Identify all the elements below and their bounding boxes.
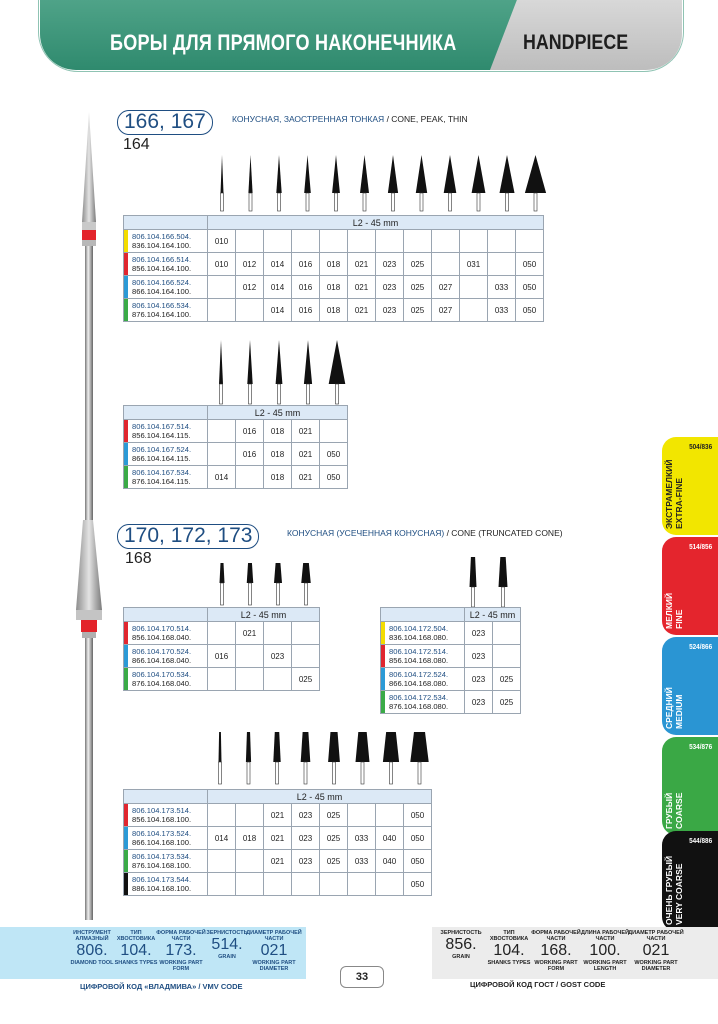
table-172-header: L2 - 45 mm (465, 608, 521, 622)
bur-tip-icon (304, 155, 311, 211)
table-170: L2 - 45 mm 806.104.170.514. 856.104.168.040. 021 806.104.170.524. 866.104.168.040. 016 023 806.104.170.534. 876.104.168.040. 025 (123, 607, 320, 691)
code-part: ЗЕРНИСТОСТЬ 856. GRAIN (440, 930, 482, 960)
bur-tip-icon (388, 155, 398, 211)
code-part: ТИП ХВОСТОВИКА 104. SHANKS TYPES (487, 930, 531, 966)
code-cell: 806.104.172.504. 836.104.168.080. (381, 622, 465, 645)
table-166: L2 - 45 mm 806.104.166.504. 836.104.164.100. 010 806.104.166.514. 856.104.164.100. 010 012 014 016 018 021 023 025 031 050 806.104.166.524. 866.104.164.100. 012 014 016 018 021 023 025 027 033 050 806.104.166.534. 876.104.164.100. 014 016 018 021 023 025 027 033 050 (123, 215, 544, 322)
section2-number: 170, 172, 173 (117, 524, 259, 549)
code-cell: 806.104.170.534. 876.104.168.040. (124, 668, 208, 691)
bur-tip-icon (274, 563, 282, 605)
bur-tip-icon (220, 563, 225, 605)
header-title-ru: БОРЫ ДЛЯ ПРЯМОГО НАКОНЕЧНИКА (110, 30, 457, 55)
code-cell: 806.104.173.534. 876.104.168.100. (124, 850, 208, 873)
section2-description (287, 528, 563, 538)
bur-tip-icon (444, 155, 457, 211)
bur-tip-icon (332, 155, 340, 211)
code-cell: 806.104.173.514. 856.104.168.100. (124, 804, 208, 827)
bur-tip-icon (470, 557, 477, 607)
bur-tip-icon (328, 732, 340, 784)
bur-tip-icon (301, 563, 311, 605)
code-part: ДИАМЕТР РАБОЧЕЙ ЧАСТИ 021 WORKING PART DIAMETER (246, 930, 302, 972)
code-cell: 806.104.166.524. 866.104.164.100. (124, 276, 208, 299)
code-part: ИНСТРУМЕНТ АЛМАЗНЫЙ 806. DIAMOND TOOL (70, 930, 114, 966)
bur-tip-icon (329, 340, 346, 404)
bur-tip-icon (304, 340, 312, 404)
grit-tab-coarse[interactable]: 534/876 ГРУБЫЙ COARSE (662, 737, 718, 835)
bur-tip-icon (276, 155, 281, 211)
code-cell: 806.104.170.514. 856.104.168.040. (124, 622, 208, 645)
grit-tab-very-coarse[interactable]: 544/886 ОЧЕНЬ ГРУБЫЙ VERY COARSE (662, 831, 718, 931)
bur-tip-icon (500, 155, 515, 211)
code-part: ЗЕРНИСТОСТЬ 514. GRAIN (206, 930, 248, 960)
code-cell: 806.104.172.534. 876.104.168.080. (381, 691, 465, 714)
grit-tab-medium[interactable]: 524/866 СРЕДНИЙ MEDIUM (662, 637, 718, 735)
tips-row-166 (210, 155, 555, 220)
bur-tip-icon (360, 155, 369, 211)
code-part: ДЛИНА РАБОЧЕЙ ЧАСТИ 100. WORKING PART LENGTH (580, 930, 630, 972)
table-172: L2 - 45 mm 806.104.172.504. 836.104.168.080. 023 806.104.172.514. 856.104.168.080. 023 806.104.172.524. 866.104.168.080. 023 025 806.104.172.534. 876.104.168.080. 023 025 (380, 607, 521, 714)
bur-tip-icon (219, 340, 223, 404)
section2-desc-ru: КОНУСНАЯ (УСЕЧЕННАЯ КОНУСНАЯ) (287, 528, 445, 538)
bur-tip-icon (273, 732, 280, 784)
tips-row-172 (463, 557, 523, 614)
code-cell: 806.104.173.524. 866.104.168.100. (124, 827, 208, 850)
code-part: ДИАМЕТР РАБОЧЕЙ ЧАСТИ 021 WORKING PART DIAMETER (628, 930, 684, 972)
bur-tip-icon (383, 732, 399, 784)
code-part: ФОРМА РАБОЧЕЙ ЧАСТИ 173. WORKING PART FORM (156, 930, 206, 972)
bur-tip-icon (499, 557, 508, 607)
section2-desc-en: / CONE (TRUNCATED CONE) (444, 528, 563, 538)
tips-row-167 (205, 340, 355, 411)
bur-image-164 (76, 112, 106, 522)
bur-tip-icon (301, 732, 311, 784)
page-number: 33 (340, 966, 384, 988)
code-cell: 806.104.167.524. 866.104.164.115. (124, 443, 208, 466)
code-cell: 806.104.170.524. 866.104.168.040. (124, 645, 208, 668)
bur-tip-icon (248, 155, 252, 211)
section1-description (232, 114, 468, 124)
grit-tab-fine[interactable]: 514/856 МЕЛКИЙ FINE (662, 537, 718, 635)
bur-tip-icon (247, 563, 254, 605)
bur-tip-icon (525, 155, 546, 211)
section1-desc-en: / CONE, PEAK, THIN (384, 114, 468, 124)
code-cell: 806.104.172.514. 856.104.168.080. (381, 645, 465, 668)
code-cell: 806.104.166.534. 876.104.164.100. (124, 299, 208, 322)
section1-desc-ru: КОНУСНАЯ, ЗАОСТРЕННАЯ ТОНКАЯ (232, 114, 385, 124)
bur-tip-icon (416, 155, 427, 211)
bur-tip-icon (472, 155, 486, 211)
section1-subnumber: 164 (123, 136, 150, 153)
vmv-code-panel (0, 927, 306, 979)
code-cell: 806.104.166.504. 836.104.164.100. (124, 230, 208, 253)
code-cell: 806.104.172.524. 866.104.168.080. (381, 668, 465, 691)
table-167-header: L2 - 45 mm (208, 406, 348, 420)
bur-tip-icon (219, 732, 222, 784)
section2-subnumber: 168 (125, 550, 152, 567)
code-cell: 806.104.173.544. 886.104.168.100. (124, 873, 208, 896)
code-part: ФОРМА РАБОЧЕЙ ЧАСТИ 168. WORKING PART FORM (531, 930, 581, 972)
code-cell: 806.104.167.514. 856.104.164.115. (124, 420, 208, 443)
grit-tab-extra-fine[interactable]: 504/836 ЭКСТРАМЕЛКИЙ EXTRA-FINE (662, 437, 718, 535)
bur-tip-icon (276, 340, 283, 404)
code-cell: 806.104.167.534. 876.104.164.115. (124, 466, 208, 489)
table-170-header: L2 - 45 mm (208, 608, 320, 622)
bur-tip-icon (246, 732, 251, 784)
bur-image-168 (72, 520, 106, 920)
table-173-header: L2 - 45 mm (208, 790, 432, 804)
tips-row-173 (210, 732, 440, 793)
table-166-header: L2 - 45 mm (208, 216, 544, 230)
table-173: L2 - 45 mm 806.104.173.514. 856.104.168.100. 021 023 025 050 806.104.173.524. 866.104.168.100. 014 018 021 023 025 033 040 050 806.104.173.534. 876.104.168.100. 021 023 025 033 040 050 806.104.173.544. 886.104.168.100. 050 (123, 789, 432, 896)
bur-tip-icon (221, 155, 224, 211)
bur-tip-icon (247, 340, 252, 404)
gost-code-caption: ЦИФРОВОЙ КОД ГОСТ / GOST CODE (470, 980, 606, 989)
section1-number: 166, 167 (117, 110, 213, 135)
gost-code-panel (432, 927, 718, 979)
code-part: ТИП ХВОСТОВИКА 104. SHANKS TYPES (114, 930, 158, 966)
bur-tip-icon (356, 732, 370, 784)
vmv-code-caption: ЦИФРОВОЙ КОД «ВЛАДМИВА» / VMV CODE (80, 982, 243, 991)
bur-tip-icon (410, 732, 428, 784)
code-cell: 806.104.166.514. 856.104.164.100. (124, 253, 208, 276)
table-167: L2 - 45 mm 806.104.167.514. 856.104.164.115. 016 018 021 806.104.167.524. 866.104.164.115. 016 018 021 050 806.104.167.534. 876.104.164.115. 014 018 021 050 (123, 405, 348, 489)
header-title-en: HANDPIECE (523, 31, 629, 54)
